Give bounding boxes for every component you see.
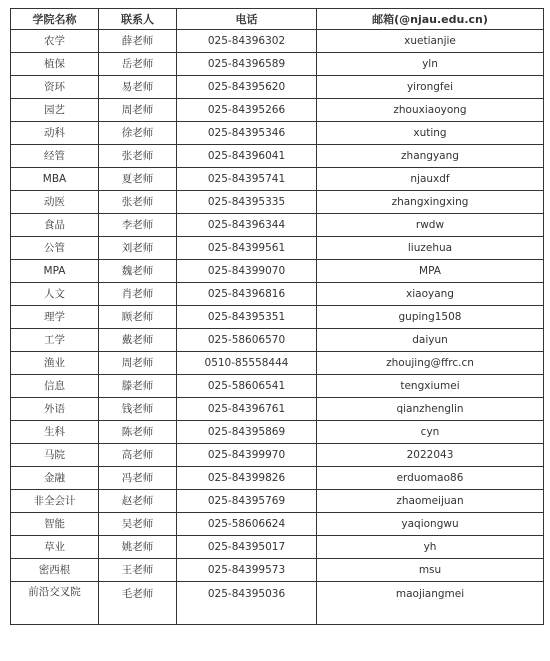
contact-cell: 薛老师 <box>99 30 177 53</box>
contact-cell: 刘老师 <box>99 237 177 260</box>
table-body <box>11 30 544 625</box>
contact-cell: 岳老师 <box>99 53 177 76</box>
contact-cell: 冯老师 <box>99 467 177 490</box>
email-cell: zhoujing@ffrc.cn <box>317 352 544 375</box>
phone-cell: 025-84395346 <box>177 122 317 145</box>
contact-cell: 李老师 <box>99 214 177 237</box>
phone-cell: 025-84399826 <box>177 467 317 490</box>
college-cell: 资环 <box>11 76 99 99</box>
table-row <box>11 467 544 490</box>
phone-cell: 025-84395620 <box>177 76 317 99</box>
table-row <box>11 444 544 467</box>
contact-cell: 戴老师 <box>99 329 177 352</box>
header-college: 学院名称 <box>11 9 99 30</box>
contact-cell: 魏老师 <box>99 260 177 283</box>
phone-cell: 025-84395769 <box>177 490 317 513</box>
email-cell: tengxiumei <box>317 375 544 398</box>
table-row <box>11 421 544 444</box>
phone-cell: 025-58606541 <box>177 375 317 398</box>
email-cell: msu <box>317 559 544 582</box>
phone-cell: 025-84395266 <box>177 99 317 122</box>
contact-cell: 滕老师 <box>99 375 177 398</box>
table-row <box>11 53 544 76</box>
contact-cell: 徐老师 <box>99 122 177 145</box>
college-cell: 渔业 <box>11 352 99 375</box>
college-cell: 植保 <box>11 53 99 76</box>
table-row <box>11 398 544 421</box>
college-cell: 外语 <box>11 398 99 421</box>
college-cell: 非全会计 <box>11 490 99 513</box>
contact-cell: 易老师 <box>99 76 177 99</box>
contact-cell: 周老师 <box>99 99 177 122</box>
phone-cell: 025-84399561 <box>177 237 317 260</box>
contacts-table <box>10 8 544 625</box>
college-cell: 理学 <box>11 306 99 329</box>
email-cell: yaqiongwu <box>317 513 544 536</box>
email-cell: guping1508 <box>317 306 544 329</box>
phone-cell: 025-84396344 <box>177 214 317 237</box>
email-cell: 2022043 <box>317 444 544 467</box>
email-cell: zhaomeijuan <box>317 490 544 513</box>
college-cell: 密西根 <box>11 559 99 582</box>
contact-cell: 顾老师 <box>99 306 177 329</box>
phone-cell: 025-84399970 <box>177 444 317 467</box>
college-cell: 食品 <box>11 214 99 237</box>
email-cell: cyn <box>317 421 544 444</box>
phone-cell: 025-84396816 <box>177 283 317 306</box>
email-cell: yirongfei <box>317 76 544 99</box>
college-cell: 动科 <box>11 122 99 145</box>
table-row <box>11 559 544 582</box>
email-cell: liuzehua <box>317 237 544 260</box>
phone-cell: 025-84399070 <box>177 260 317 283</box>
college-cell: 前沿交叉院 <box>11 582 99 625</box>
college-cell: 动医 <box>11 191 99 214</box>
contact-cell: 张老师 <box>99 145 177 168</box>
contact-cell: 毛老师 <box>99 582 177 625</box>
college-cell: 草业 <box>11 536 99 559</box>
email-cell: yln <box>317 53 544 76</box>
phone-cell: 0510-85558444 <box>177 352 317 375</box>
phone-cell: 025-84396041 <box>177 145 317 168</box>
contact-cell: 姚老师 <box>99 536 177 559</box>
college-cell: 金融 <box>11 467 99 490</box>
contact-cell: 高老师 <box>99 444 177 467</box>
contact-cell: 夏老师 <box>99 168 177 191</box>
college-cell: 生科 <box>11 421 99 444</box>
email-cell: MPA <box>317 260 544 283</box>
college-cell: 智能 <box>11 513 99 536</box>
contact-cell: 张老师 <box>99 191 177 214</box>
email-cell: xiaoyang <box>317 283 544 306</box>
phone-cell: 025-84396302 <box>177 30 317 53</box>
table-row <box>11 122 544 145</box>
college-cell: 信息 <box>11 375 99 398</box>
phone-cell: 025-58606624 <box>177 513 317 536</box>
table-row <box>11 306 544 329</box>
college-cell: 公管 <box>11 237 99 260</box>
email-cell: zhangxingxing <box>317 191 544 214</box>
email-cell: maojiangmei <box>317 582 544 625</box>
table-row <box>11 145 544 168</box>
college-cell: MPA <box>11 260 99 283</box>
contact-cell: 肖老师 <box>99 283 177 306</box>
contact-cell: 陈老师 <box>99 421 177 444</box>
college-cell: MBA <box>11 168 99 191</box>
college-cell: 农学 <box>11 30 99 53</box>
table-row <box>11 191 544 214</box>
table-row <box>11 76 544 99</box>
table-row <box>11 30 544 53</box>
contact-cell: 赵老师 <box>99 490 177 513</box>
contact-cell: 周老师 <box>99 352 177 375</box>
phone-cell: 025-58606570 <box>177 329 317 352</box>
email-cell: zhangyang <box>317 145 544 168</box>
phone-cell: 025-84399573 <box>177 559 317 582</box>
phone-cell: 025-84395036 <box>177 582 317 625</box>
header-contact: 联系人 <box>99 9 177 30</box>
email-cell: zhouxiaoyong <box>317 99 544 122</box>
table-row <box>11 582 544 625</box>
email-cell: erduomao86 <box>317 467 544 490</box>
college-cell: 工学 <box>11 329 99 352</box>
email-cell: xuting <box>317 122 544 145</box>
table-row <box>11 490 544 513</box>
contact-cell: 王老师 <box>99 559 177 582</box>
phone-cell: 025-84395741 <box>177 168 317 191</box>
table-row <box>11 375 544 398</box>
email-cell: qianzhenglin <box>317 398 544 421</box>
table-row <box>11 168 544 191</box>
header-phone: 电话 <box>177 9 317 30</box>
phone-cell: 025-84395351 <box>177 306 317 329</box>
table-row <box>11 99 544 122</box>
phone-cell: 025-84396761 <box>177 398 317 421</box>
table-row <box>11 214 544 237</box>
email-cell: yh <box>317 536 544 559</box>
contact-cell: 钱老师 <box>99 398 177 421</box>
email-cell: daiyun <box>317 329 544 352</box>
table-row <box>11 283 544 306</box>
college-cell: 马院 <box>11 444 99 467</box>
header-row <box>11 9 544 30</box>
table-row <box>11 352 544 375</box>
college-cell: 经管 <box>11 145 99 168</box>
table-row <box>11 237 544 260</box>
contact-cell: 吴老师 <box>99 513 177 536</box>
table-row <box>11 329 544 352</box>
college-cell: 园艺 <box>11 99 99 122</box>
header-email: 邮箱(@njau.edu.cn) <box>317 9 544 30</box>
email-cell: xuetianjie <box>317 30 544 53</box>
email-cell: njauxdf <box>317 168 544 191</box>
phone-cell: 025-84395335 <box>177 191 317 214</box>
phone-cell: 025-84395017 <box>177 536 317 559</box>
phone-cell: 025-84396589 <box>177 53 317 76</box>
table-row <box>11 260 544 283</box>
college-cell: 人文 <box>11 283 99 306</box>
email-cell: rwdw <box>317 214 544 237</box>
phone-cell: 025-84395869 <box>177 421 317 444</box>
table-row <box>11 513 544 536</box>
table-row <box>11 536 544 559</box>
